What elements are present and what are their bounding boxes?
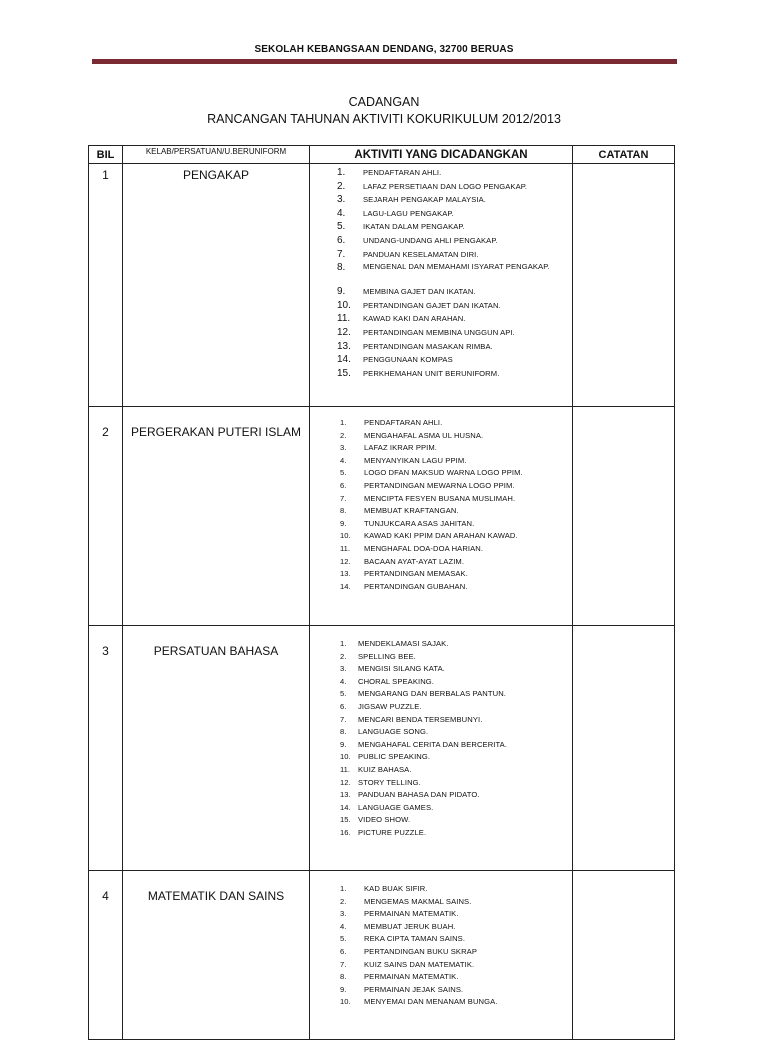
list-item (340, 727, 572, 740)
list-item (340, 468, 572, 481)
activity-number: 1. (340, 418, 347, 427)
list-item (340, 765, 572, 778)
list-item (337, 368, 572, 382)
list-item (340, 803, 572, 816)
activity-text: REKA CIPTA TAMAN SAINS. (364, 934, 466, 944)
activity-number: 4. (337, 207, 346, 219)
activity-number: 13. (337, 340, 351, 352)
list-item (340, 652, 572, 665)
activity-number: 9. (340, 984, 347, 994)
activity-number: 7. (337, 248, 346, 260)
activity-text: MENGARANG DAN BERBALAS PANTUN. (358, 689, 507, 699)
remarks-cell (573, 626, 675, 871)
list-item (337, 341, 572, 355)
list-item (340, 815, 572, 828)
activity-text: PERTANDINGAN MASAKAN RIMBA. (363, 341, 493, 351)
activity-number: 4. (340, 676, 347, 686)
list-item (337, 208, 572, 222)
row-number: 2 (89, 407, 123, 626)
activity-plan-table (88, 145, 675, 1040)
activity-text: CHORAL SPEAKING. (358, 676, 435, 686)
list-item (340, 431, 572, 444)
activity-text: LAGU-LAGU PENGAKAP. (363, 208, 454, 218)
activity-number: 8. (340, 972, 347, 982)
activities-cell (310, 871, 573, 1040)
list-item (340, 481, 572, 494)
activity-text: MENGISI SILANG KATA. (358, 664, 445, 674)
table-header-row (89, 146, 675, 164)
activity-number: 12. (337, 326, 351, 338)
activity-text: PERTANDINGAN GAJET DAN IKATAN. (363, 300, 501, 310)
table-row (89, 626, 675, 871)
remarks-cell (573, 164, 675, 407)
row-number: 1 (89, 164, 123, 407)
list-item (340, 740, 572, 753)
activity-number: 12. (340, 556, 351, 566)
list-item (340, 569, 572, 582)
activity-text: PENDAFTARAN AHLI. (363, 168, 442, 177)
list-item (337, 262, 572, 286)
club-name: PERSATUAN BAHASA (123, 626, 310, 871)
activity-number: 2. (340, 896, 347, 906)
list-item (340, 531, 572, 544)
activity-text: PERTANDINGAN MEWARNA LOGO PPIM. (364, 480, 515, 490)
activity-number: 8. (337, 262, 346, 274)
activity-text: MENGAHAFAL ASMA UL HUSNA. (364, 430, 484, 440)
activity-number: 3. (340, 443, 347, 453)
document-title: CADANGAN (348, 95, 420, 109)
list-item (340, 897, 572, 910)
list-item (340, 997, 572, 1010)
activity-number: 11. (340, 764, 350, 774)
list-item (337, 354, 572, 368)
activity-number: 4. (340, 455, 347, 465)
activity-number: 9. (340, 518, 347, 528)
list-item (337, 313, 572, 327)
list-item (340, 582, 572, 595)
activity-text: PERMAINAN MATEMATIK. (364, 972, 459, 982)
activity-text: MENGAHAFAL CERITA DAN BERCERITA. (358, 739, 508, 749)
header-divider (92, 59, 677, 64)
activity-number: 7. (340, 493, 347, 503)
remarks-cell (573, 407, 675, 626)
list-item (340, 689, 572, 702)
list-item (340, 922, 572, 935)
list-item (340, 506, 572, 519)
list-item (340, 985, 572, 998)
list-item (340, 418, 572, 431)
list-item (337, 181, 572, 195)
activity-number: 8. (340, 506, 347, 516)
activity-text: KUIZ SAINS DAN MATEMATIK. (364, 959, 475, 969)
remarks-cell (573, 871, 675, 1040)
activity-number: 2. (340, 430, 347, 440)
activity-number: 1. (340, 884, 347, 893)
activity-number: 15. (340, 815, 351, 825)
activity-text: PERTANDINGAN MEMASAK. (364, 569, 468, 579)
activity-text: MEMBUAT KRAFTANGAN. (364, 506, 459, 516)
activity-number: 9. (337, 286, 346, 298)
list-item (340, 557, 572, 570)
activity-number: 10. (337, 299, 351, 311)
activity-text: MENCIPTA FESYEN BUSANA MUSLIMAH. (364, 493, 516, 503)
activity-text: VIDEO SHOW. (358, 815, 411, 825)
activity-text: KUIZ BAHASA. (358, 764, 412, 774)
activity-text: IKATAN DALAM PENGAKAP. (363, 222, 465, 232)
activity-text: MEMBUAT JERUK BUAH. (364, 921, 456, 931)
activity-text: LANGUAGE GAMES. (358, 802, 434, 812)
list-item (340, 778, 572, 791)
table-row (89, 871, 675, 1040)
activity-number: 2. (337, 180, 346, 192)
activity-number: 9. (340, 739, 347, 749)
activity-list (310, 164, 572, 381)
activity-text: PERTANDINGAN MEMBINA UNGGUN API. (363, 327, 515, 337)
table-row (89, 164, 675, 407)
activity-number: 14. (340, 802, 351, 812)
activity-text: PERTANDINGAN GUBAHAN. (364, 581, 468, 591)
list-item (337, 286, 572, 300)
activity-text: KAD BUAK SIFIR. (364, 884, 428, 893)
activity-number: 11. (337, 313, 351, 325)
activity-text: PENGGUNAAN KOMPAS (363, 355, 453, 365)
list-item (340, 443, 572, 456)
activity-number: 6. (337, 234, 346, 246)
activity-text: LOGO DFAN MAKSUD WARNA LOGO PPIM. (364, 468, 523, 478)
list-item (340, 909, 572, 922)
list-item (340, 884, 572, 897)
club-name: MATEMATIK DAN SAINS (123, 871, 310, 1040)
activity-text: MENDEKLAMASI SAJAK. (358, 639, 449, 648)
list-item (340, 715, 572, 728)
activity-number: 13. (340, 790, 351, 800)
activity-text: LANGUAGE SONG. (358, 727, 429, 737)
activity-number: 1. (337, 167, 346, 178)
activity-text: TUNJUKCARA ASAS JAHITAN. (364, 518, 475, 528)
list-item (340, 960, 572, 973)
activity-number: 10. (340, 997, 351, 1007)
activity-text: PUBLIC SPEAKING. (358, 752, 431, 762)
table-row (89, 407, 675, 626)
activity-number: 3. (340, 909, 347, 919)
activity-text: MENCARI BENDA TERSEMBUNYI. (358, 714, 483, 724)
list-item (340, 702, 572, 715)
activity-text: PANDUAN BAHASA DAN PIDATO. (358, 790, 480, 800)
activity-text: PERMAINAN MATEMATIK. (364, 909, 459, 919)
list-item (340, 790, 572, 803)
activity-number: 16. (340, 827, 351, 837)
activity-number: 14. (337, 354, 351, 366)
list-item (340, 664, 572, 677)
activity-number: 14. (340, 581, 351, 591)
list-item (337, 221, 572, 235)
list-item (340, 947, 572, 960)
header-aktiviti: AKTIVITI YANG DICADANGKAN (310, 146, 573, 164)
list-item (340, 639, 572, 652)
list-item (340, 972, 572, 985)
activity-number: 5. (340, 689, 347, 699)
activity-number: 10. (340, 531, 351, 541)
activity-text: PERKHEMAHAN UNIT BERUNIFORM. (363, 368, 500, 378)
list-item (340, 934, 572, 947)
activity-number: 5. (337, 221, 346, 233)
activities-cell (310, 164, 573, 407)
row-number: 4 (89, 871, 123, 1040)
activity-number: 7. (340, 959, 347, 969)
list-item (340, 494, 572, 507)
row-number: 3 (89, 626, 123, 871)
activity-text: PERTANDINGAN BUKU SKRAP (364, 946, 477, 956)
activity-text: SEJARAH PENGAKAP MALAYSIA. (363, 195, 487, 205)
list-item (337, 167, 572, 181)
activity-text: MENGEMAS MAKMAL SAINS. (364, 896, 472, 906)
activity-number: 5. (340, 934, 347, 944)
activity-number: 8. (340, 727, 347, 737)
activity-text: PERMAINAN JEJAK SAINS. (364, 984, 464, 994)
activity-text: UNDANG-UNDANG AHLI PENGAKAP. (363, 235, 498, 245)
header-kelab: KELAB/PERSATUAN/U.BERUNIFORM (123, 146, 310, 164)
activity-list (310, 626, 572, 841)
school-name: SEKOLAH KEBANGSAAN DENDANG, 32700 BERUAS (254, 44, 514, 55)
activity-text: LAFAZ IKRAR PPIM. (364, 443, 438, 453)
activity-text: STORY TELLING. (358, 777, 421, 787)
activity-number: 12. (340, 777, 351, 787)
activity-number: 6. (340, 946, 347, 956)
activities-cell (310, 626, 573, 871)
header-bil: BIL (89, 146, 123, 164)
activity-number: 4. (340, 921, 347, 931)
activity-text: KAWAD KAKI PPIM DAN ARAHAN KAWAD. (364, 531, 518, 541)
activity-text: MENYANYIKAN LAGU PPIM. (364, 455, 467, 465)
activity-number: 2. (340, 651, 347, 661)
list-item (340, 752, 572, 765)
activity-number: 13. (340, 569, 351, 579)
activity-list (310, 407, 572, 594)
activity-text: PENDAFTARAN AHLI. (364, 418, 443, 427)
activity-number: 3. (340, 664, 347, 674)
activity-text: PICTURE PUZZLE. (358, 827, 427, 837)
activity-text: LAFAZ PERSETIAAN DAN LOGO PENGAKAP. (363, 181, 528, 191)
list-item (340, 456, 572, 469)
list-item (340, 519, 572, 532)
header-catatan: CATATAN (573, 146, 675, 164)
list-item (337, 235, 572, 249)
club-name: PENGAKAP (123, 164, 310, 407)
activity-number: 1. (340, 639, 347, 648)
activity-text: MEMBINA GAJET DAN IKATAN. (363, 287, 476, 297)
list-item (337, 327, 572, 341)
activity-number: 6. (340, 480, 347, 490)
list-item (340, 544, 572, 557)
activity-text: SPELLING BEE. (358, 651, 416, 661)
activity-text: MENGENAL DAN MEMAHAMI ISYARAT PENGAKAP. (363, 262, 550, 272)
club-name: PERGERAKAN PUTERI ISLAM (123, 407, 310, 626)
activity-text: KAWAD KAKI DAN ARAHAN. (363, 314, 466, 324)
list-item (337, 194, 572, 208)
activity-text: JIGSAW PUZZLE. (358, 701, 422, 711)
list-item (340, 677, 572, 690)
list-item (340, 828, 572, 841)
activity-number: 5. (340, 468, 347, 478)
activities-cell (310, 407, 573, 626)
activity-text: MENGHAFAL DOA-DOA HARIAN. (364, 543, 484, 553)
activity-number: 15. (337, 367, 351, 379)
document-subtitle: RANCANGAN TAHUNAN AKTIVITI KOKURIKULUM 2012/2013 (207, 112, 561, 126)
activity-text: BACAAN AYAT-AYAT LAZIM. (364, 556, 465, 566)
activity-number: 10. (340, 752, 351, 762)
activity-text: MENYEMAI DAN MENANAM BUNGA. (364, 997, 498, 1007)
list-item (337, 249, 572, 263)
activity-number: 7. (340, 714, 347, 724)
activity-list (310, 871, 572, 1010)
activity-number: 11. (340, 543, 350, 553)
list-item (337, 300, 572, 314)
activity-number: 3. (337, 194, 346, 206)
activity-number: 6. (340, 701, 347, 711)
activity-text: PANDUAN KESELAMATAN DIRI. (363, 249, 479, 259)
